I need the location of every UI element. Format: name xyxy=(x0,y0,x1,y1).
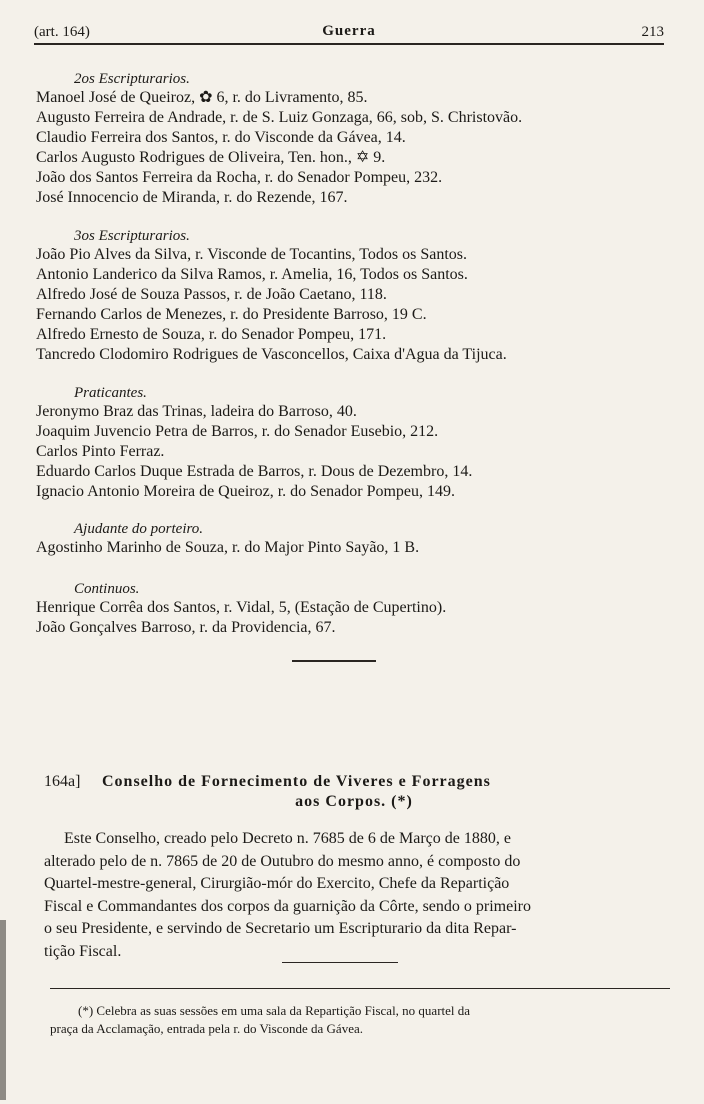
list-item: Eduardo Carlos Duque Estrada de Barros, r. Dous de Dezembro, 14. xyxy=(36,463,473,480)
article-title-line2: aos Corpos. (*) xyxy=(295,793,413,810)
list-item: João Gonçalves Barroso, r. da Providencia, 67. xyxy=(36,619,336,636)
section-heading: Ajudante do porteiro. xyxy=(74,521,204,537)
section-praticantes xyxy=(36,384,676,502)
list-item: João dos Santos Ferreira da Rocha, r. do Senador Pompeu, 232. xyxy=(36,169,443,186)
list-item: Claudio Ferreira dos Santos, r. do Visconde da Gávea, 14. xyxy=(36,129,406,146)
section-heading: 2os Escripturarios. xyxy=(74,71,190,87)
paragraph-line: Quartel-mestre-general, Cirurgião-mór do Exercito, Chefe da Repartição xyxy=(44,875,510,892)
list-item: Tancredo Clodomiro Rodrigues de Vasconcellos, Caixa d'Agua da Tijuca. xyxy=(36,346,507,363)
list-item: Joaquim Juvencio Petra de Barros, r. do Senador Eusebio, 212. xyxy=(36,423,439,440)
list-item: José Innocencio de Miranda, r. do Rezende, 167. xyxy=(36,189,348,206)
list-item: Alfredo José de Souza Passos, r. de João Caetano, 118. xyxy=(36,286,387,303)
paragraph-line: Fiscal e Commandantes dos corpos da guarnição da Côrte, sendo o primeiro xyxy=(44,897,531,915)
list-item: Henrique Corrêa dos Santos, r. Vidal, 5, (Estação de Cupertino). xyxy=(36,599,447,616)
page-number: 213 xyxy=(641,24,664,40)
paragraph-line: alterado pelo de n. 7865 de 20 de Outubro do mesmo anno, é composto do xyxy=(44,852,521,870)
header-title: Guerra xyxy=(322,23,376,39)
list-item: Jeronymo Braz das Trinas, ladeira do Barroso, 40. xyxy=(36,403,357,420)
section-continuos xyxy=(36,580,676,638)
footnote xyxy=(50,1002,675,1038)
article-paragraph xyxy=(44,828,672,963)
list-item: Agostinho Marinho de Souza, r. do Major Pinto Sayão, 1 B. xyxy=(36,539,420,556)
section-terceiros-escripturarios xyxy=(36,227,676,365)
list-item: Augusto Ferreira de Andrade, r. de S. Luiz Gonzaga, 66, sob, S. Christovão. xyxy=(36,109,523,126)
paragraph-line: tição Fiscal. xyxy=(44,942,122,960)
list-item: Antonio Landerico da Silva Ramos, r. Amelia, 16, Todos os Santos. xyxy=(36,266,468,283)
section-divider xyxy=(292,660,376,662)
list-item: Carlos Pinto Ferraz. xyxy=(36,443,165,460)
article-title-line1: Conselho de Fornecimento de Viveres e Forragens xyxy=(102,773,491,790)
header-article-ref: (art. 164) xyxy=(34,24,90,40)
page-edge-shadow xyxy=(0,920,6,1100)
list-item: Manoel José de Queiroz, ✿ 6, r. do Livramento, 85. xyxy=(36,89,368,106)
section-heading: Praticantes. xyxy=(74,385,147,401)
list-item: Alfredo Ernesto de Souza, r. do Senador Pompeu, 171. xyxy=(36,326,387,343)
section-heading: Continuos. xyxy=(74,581,140,597)
paragraph-line: Este Conselho, creado pelo Decreto n. 7685 de 6 de Março de 1880, e xyxy=(64,830,511,847)
paragraph-divider xyxy=(282,962,398,963)
paragraph-line: o seu Presidente, e servindo de Secretario um Escripturario da dita Repar- xyxy=(44,920,517,937)
list-item: Carlos Augusto Rodrigues de Oliveira, Ten. hon., ✡ 9. xyxy=(36,149,386,166)
list-item: Fernando Carlos de Menezes, r. do Presidente Barroso, 19 C. xyxy=(36,306,427,323)
section-heading: 3os Escripturarios. xyxy=(74,228,190,244)
header-rule xyxy=(34,43,664,45)
footnote-rule xyxy=(50,988,670,989)
footnote-line: (*) Celebra as suas sessões em uma sala da Repartição Fiscal, no quartel da xyxy=(78,1003,471,1018)
section-ajudante-porteiro xyxy=(36,520,676,558)
article-number: 164a] xyxy=(44,773,81,790)
section-segundos-escripturarios xyxy=(36,70,676,208)
page-header xyxy=(34,22,664,44)
list-item: João Pio Alves da Silva, r. Visconde de Tocantins, Todos os Santos. xyxy=(36,246,468,263)
footnote-line: praça da Acclamação, entrada pela r. do Visconde da Gávea. xyxy=(50,1021,363,1036)
list-item: Ignacio Antonio Moreira de Queiroz, r. do Senador Pompeu, 149. xyxy=(36,483,456,500)
